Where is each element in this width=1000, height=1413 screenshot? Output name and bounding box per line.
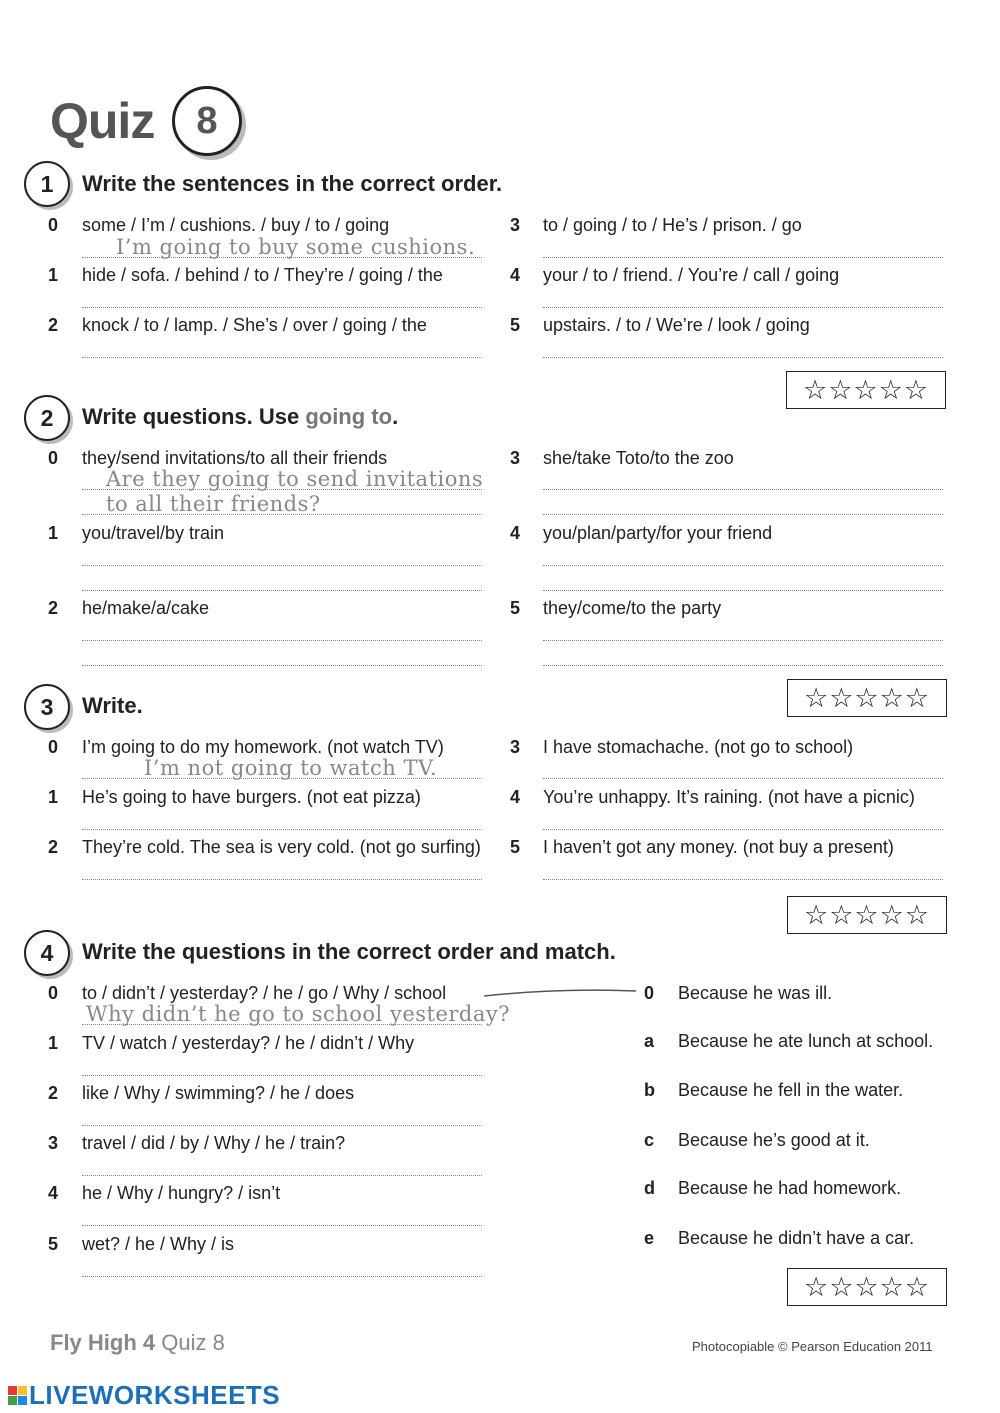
footer-series	[50, 1330, 225, 1356]
item-number: 1	[48, 1033, 59, 1053]
example-answer: I’m not going to watch TV.	[144, 756, 438, 780]
item-number: 4	[510, 787, 521, 807]
item-number: 3	[510, 215, 521, 235]
answer-line[interactable]	[543, 257, 943, 258]
answer-letter: a	[644, 1031, 655, 1051]
answer-line[interactable]	[82, 1276, 482, 1277]
item-number: 2	[48, 315, 59, 335]
answer-line[interactable]	[82, 1024, 482, 1025]
answer-option[interactable]: Because he had homework.	[678, 1178, 902, 1198]
item-prompt: wet? / he / Why / is	[82, 1234, 235, 1254]
answer-option[interactable]: Because he was ill.	[678, 983, 833, 1003]
item-prompt: You’re unhappy. It’s raining. (not have a picnic)	[543, 787, 915, 807]
liveworksheets-logo[interactable]	[8, 1380, 280, 1411]
answer-letter: d	[644, 1178, 655, 1198]
section-3-number: 3	[24, 684, 70, 730]
item-prompt: you/travel/by train	[82, 523, 225, 543]
item-prompt: They’re cold. The sea is very cold. (not go surfing)	[82, 837, 481, 857]
answer-letter: b	[644, 1080, 655, 1100]
score-stars: ☆☆☆☆☆	[786, 371, 946, 409]
answer-line[interactable]	[543, 489, 943, 490]
answer-line[interactable]	[543, 307, 943, 308]
item-prompt: He’s going to have burgers. (not eat pizza)	[82, 787, 421, 807]
answer-option[interactable]: Because he fell in the water.	[678, 1080, 904, 1100]
item-number: 0	[48, 983, 59, 1003]
answer-option[interactable]: Because he didn’t have a car.	[678, 1228, 915, 1248]
item-prompt: knock / to / lamp. / She’s / over / going / the	[82, 315, 427, 335]
item-prompt: I haven’t got any money. (not buy a present)	[543, 837, 894, 857]
score-stars: ☆☆☆☆☆	[787, 1268, 947, 1306]
item-number: 3	[48, 1133, 59, 1153]
example-answer: Why didn’t he go to school yesterday?	[86, 1002, 511, 1026]
answer-line[interactable]	[82, 514, 482, 515]
item-number: 0	[48, 215, 59, 235]
footer-quiz: Quiz 8	[161, 1330, 225, 1355]
section-2-title-end: .	[392, 404, 399, 429]
answer-line[interactable]	[82, 879, 482, 880]
item-number: 4	[48, 1183, 59, 1203]
item-number: 4	[510, 523, 521, 543]
item-number: 2	[48, 598, 59, 618]
answer-line[interactable]	[82, 640, 482, 641]
answer-line[interactable]	[82, 778, 482, 779]
item-number: 1	[48, 265, 59, 285]
section-1-title: Write the sentences in the correct order.	[82, 171, 503, 196]
item-prompt: like / Why / swimming? / he / does	[82, 1083, 355, 1103]
answer-line[interactable]	[82, 1175, 482, 1176]
item-number: 2	[48, 1083, 59, 1103]
answer-line[interactable]	[543, 590, 943, 591]
item-prompt: some / I’m / cushions. / buy / to / going	[82, 215, 390, 235]
section-2-title	[82, 404, 398, 430]
logo-text: LIVEWORKSHEETS	[29, 1380, 281, 1410]
item-prompt: your / to / friend. / You’re / call / going	[543, 265, 840, 285]
item-number: 5	[510, 315, 521, 335]
item-prompt: hide / sofa. / behind / to / They’re / going / the	[82, 265, 443, 285]
item-prompt: to / didn’t / yesterday? / he / go / Why / school	[82, 983, 447, 1003]
section-4-title: Write the questions in the correct order and match.	[82, 939, 616, 964]
answer-letter: e	[644, 1228, 655, 1248]
item-number: 5	[510, 598, 521, 618]
answer-line[interactable]	[543, 565, 943, 566]
answer-letter: 0	[644, 983, 655, 1003]
logo-blocks-icon	[8, 1386, 27, 1405]
score-stars: ☆☆☆☆☆	[787, 679, 947, 717]
quiz-number-badge: 8	[172, 86, 242, 156]
answer-line[interactable]	[82, 590, 482, 591]
item-number: 4	[510, 265, 521, 285]
answer-line[interactable]	[543, 829, 943, 830]
item-number: 1	[48, 523, 59, 543]
item-number: 0	[48, 448, 59, 468]
example-answer: I’m going to buy some cushions.	[116, 235, 476, 259]
item-prompt: he/make/a/cake	[82, 598, 210, 618]
section-1-number: 1	[24, 161, 70, 207]
item-prompt: they/come/to the party	[543, 598, 722, 618]
item-number: 5	[510, 837, 521, 857]
item-prompt: I’m going to do my homework. (not watch TV)	[82, 737, 444, 757]
item-prompt: travel / did / by / Why / he / train?	[82, 1133, 346, 1153]
answer-line[interactable]	[543, 514, 943, 515]
answer-line[interactable]	[82, 1225, 482, 1226]
item-prompt: he / Why / hungry? / isn’t	[82, 1183, 281, 1203]
footer-series-name: Fly High 4	[50, 1330, 156, 1355]
answer-line[interactable]	[82, 829, 482, 830]
answer-letter: c	[644, 1130, 655, 1150]
item-prompt: they/send invitations/to all their friends	[82, 448, 388, 468]
section-4-number: 4	[24, 930, 70, 976]
answer-line[interactable]	[82, 257, 482, 258]
answer-line[interactable]	[543, 357, 943, 358]
answer-line[interactable]	[82, 1125, 482, 1126]
answer-line[interactable]	[82, 357, 482, 358]
answer-option[interactable]: Because he’s good at it.	[678, 1130, 870, 1150]
section-2-number: 2	[24, 395, 70, 441]
example-answer: to all their friends?	[106, 492, 321, 516]
example-answer: Are they going to send invitations	[106, 467, 484, 491]
answer-line[interactable]	[543, 640, 943, 641]
answer-option[interactable]: Because he ate lunch at school.	[678, 1031, 934, 1051]
answer-line[interactable]	[543, 778, 943, 779]
footer-copyright: Photocopiable © Pearson Education 2011	[692, 1339, 933, 1354]
item-prompt: TV / watch / yesterday? / he / didn’t / Why	[82, 1033, 415, 1053]
answer-line[interactable]	[82, 665, 482, 666]
item-number: 0	[48, 737, 59, 757]
answer-line[interactable]	[82, 565, 482, 566]
item-number: 1	[48, 787, 59, 807]
item-prompt: you/plan/party/for your friend	[543, 523, 773, 543]
quiz-title: Quiz	[50, 93, 155, 149]
score-stars: ☆☆☆☆☆	[787, 896, 947, 934]
item-number: 2	[48, 837, 59, 857]
item-prompt: upstairs. / to / We’re / look / going	[543, 315, 810, 335]
item-prompt: to / going / to / He’s / prison. / go	[543, 215, 802, 235]
section-2-title-highlight: going to	[305, 404, 393, 429]
item-prompt: she/take Toto/to the zoo	[543, 448, 734, 468]
section-2-title-main: Write questions. Use	[82, 404, 306, 429]
answer-line[interactable]	[543, 665, 943, 666]
match-line	[480, 984, 640, 1004]
answer-line[interactable]	[82, 489, 482, 490]
item-number: 5	[48, 1234, 59, 1254]
answer-line[interactable]	[82, 307, 482, 308]
item-number: 3	[510, 737, 521, 757]
answer-line[interactable]	[543, 879, 943, 880]
item-prompt: I have stomachache. (not go to school)	[543, 737, 854, 757]
item-number: 3	[510, 448, 521, 468]
answer-line[interactable]	[82, 1075, 482, 1076]
section-3-title: Write.	[82, 693, 143, 718]
